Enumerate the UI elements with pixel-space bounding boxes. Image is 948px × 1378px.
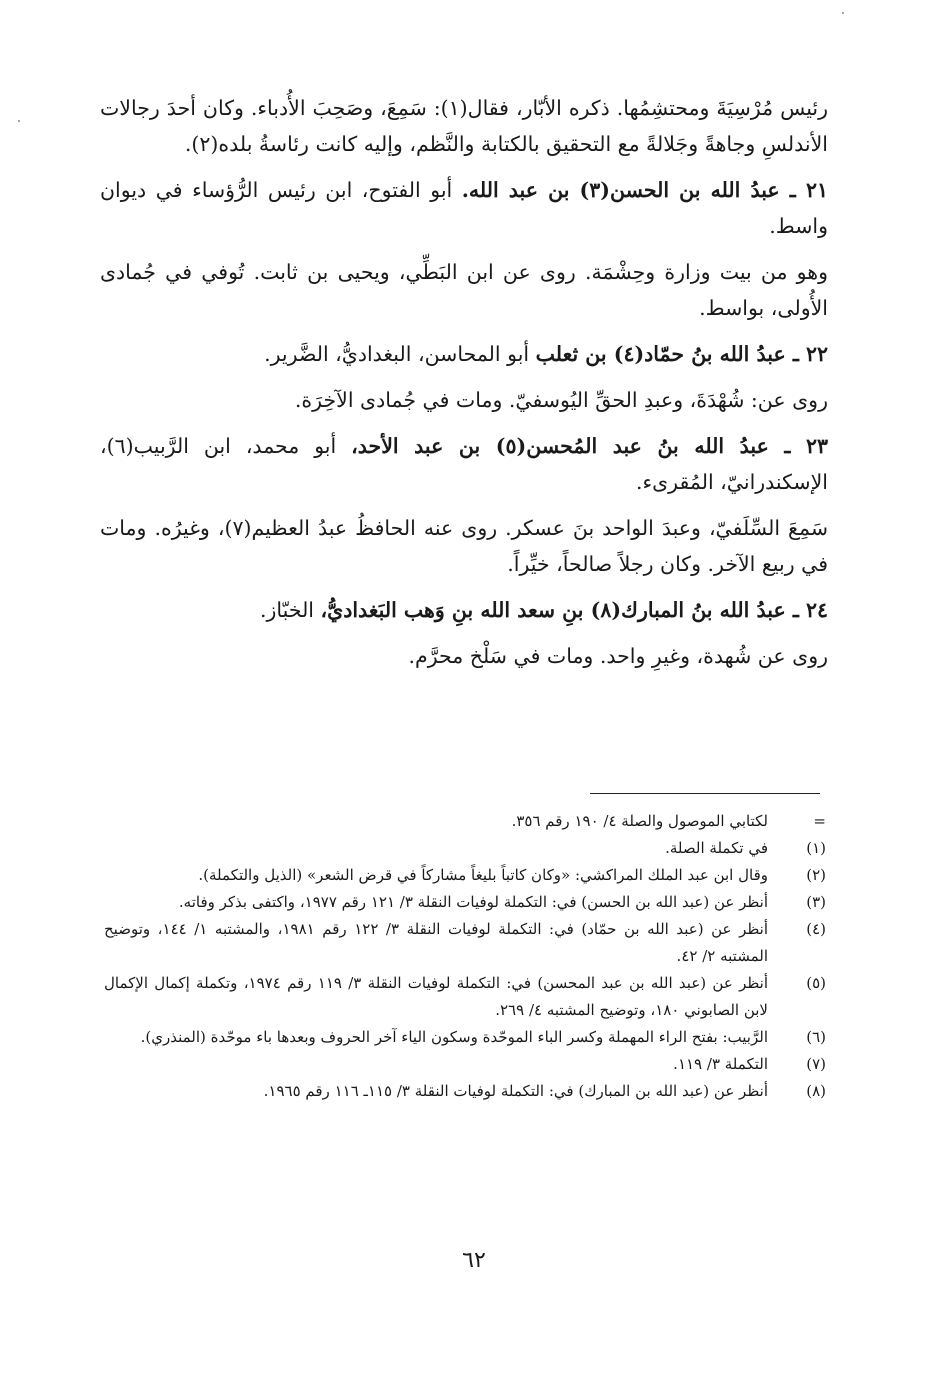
- footnote-number: (٤): [806, 920, 826, 938]
- footnote-text: أنظر عن (عبد الله بن حمّاد) في: التكملة لوفيات النقلة ٣/ ١٢٢ رقم ١٩٨١، والمشتبه ١/ ١٤٤، وتوضيح المشتبه ٢/ ٤٢.: [104, 920, 768, 965]
- footnote-number: (١): [806, 839, 826, 857]
- main-text: [100, 90, 828, 684]
- footnote: [104, 862, 826, 889]
- footnote-text: الرَّبيب: بفتح الراء المهملة وكسر الباء الموحّدة وسكون الياء آخر الحروف وبعدها باء موحّدة (المنذري).: [140, 1028, 768, 1046]
- paragraph-text: سَمِعَ السِّلَفيّ، وعبدَ الواحد بنَ عسكر. روى عنه الحافظُ عبدُ العظيم(٧)، وغيرُه. ومات في ربيع الآخر. وكان رجلاً صالحاً، خيِّراً.: [100, 516, 828, 576]
- page-number: ٦٢: [462, 1248, 486, 1273]
- paragraph: [100, 510, 828, 582]
- paragraph: [100, 382, 828, 418]
- footnote-text: وقال ابن عبد الملك المراكشي: «وكان كاتباً بليغاً مشاركاً في قرض الشعر» (الذيل والتكملة).: [198, 866, 768, 884]
- footnotes: [104, 808, 826, 1105]
- footnote-number: (٦): [806, 1028, 826, 1046]
- footnote-number: (٨): [806, 1082, 826, 1100]
- footnote-number: =: [813, 812, 826, 830]
- entry-text: الخبّاز.: [259, 598, 321, 622]
- footnote-number: (٢): [806, 866, 826, 884]
- footnote: [104, 808, 826, 835]
- footnote-text: أنظر عن (عبد الله بن عبد المحسن) في: التكملة لوفيات النقلة ٣/ ١١٩ رقم ١٩٧٤، وتكملة إكمال الإكمال لابن الصابوني ١٨٠، وتوضيح المشتبه ٤/ ٢٦٩.: [104, 974, 768, 1019]
- footnote: [104, 889, 826, 916]
- footnote-text: أنظر عن (عبد الله بن الحسن) في: التكملة لوفيات النقلة ٣/ ١٢١ رقم ١٩٧٧، واكتفى بذكر وفاته.: [178, 893, 768, 911]
- entry-22: [100, 336, 828, 372]
- entry-text: أبو الفتوح، ابن رئيس الرُّؤساء في ديوان واسط.: [100, 178, 828, 238]
- entry-heading: ٢٣ ـ عبدُ الله بنُ عبد المُحسن(٥) بن عبد الأحد،: [351, 434, 828, 458]
- footnote: [104, 835, 826, 862]
- entry-heading: ٢١ ـ عبدُ الله بن الحسن(٣) بن عبد الله.: [461, 178, 828, 202]
- entry-23: [100, 428, 828, 500]
- footnote-number: (٥): [806, 974, 826, 992]
- entry-text: أبو محمد، ابن الرَّبيب(٦)، الإسكندرانيّ، المُقرىء.: [100, 434, 828, 494]
- footnote: [104, 916, 826, 970]
- footnote-number: (٣): [806, 893, 826, 911]
- paragraph-text: روى عن شُهدة، وغيرِ واحد. ومات في سَلْخ محرَّم.: [408, 644, 828, 668]
- paragraph-continuation: [100, 90, 828, 162]
- footnote: [104, 970, 826, 1024]
- entry-heading: ٢٤ ـ عبدُ الله بنُ المبارك(٨) بنِ سعد الله بنِ وَهب البَغداديُّ،: [320, 598, 828, 622]
- paragraph-text: وهو من بيت وزارة وحِشْمَة. روى عن ابن البَطِّي، ويحيى بن ثابت. تُوفي في جُمادى الأُولى، بواسط.: [100, 260, 828, 320]
- entry-21: [100, 172, 828, 244]
- paragraph-text: روى عن: شُهْدَةَ، وعبدِ الحقِّ اليُوسفيّ. ومات في جُمادى الآخِرَة.: [294, 388, 828, 412]
- scan-speck: [842, 12, 844, 14]
- footnote-text: أنظر عن (عبد الله بن المبارك) في: التكملة لوفيات النقلة ٣/ ١١٥ـ ١١٦ رقم ١٩٦٥.: [263, 1082, 768, 1100]
- paragraph: [100, 254, 828, 326]
- footnote: [104, 1051, 826, 1078]
- footnote: [104, 1078, 826, 1105]
- footnote-number: (٧): [806, 1055, 826, 1073]
- entry-heading: ٢٢ ـ عبدُ الله بنُ حمّاد(٤) بن ثعلب: [535, 342, 828, 366]
- paragraph: [100, 638, 828, 674]
- footnote-text: لكتابي الموصول والصلة ٤/ ١٩٠ رقم ٣٥٦.: [511, 812, 768, 830]
- footnote-text: في تكملة الصلة.: [665, 839, 768, 857]
- entry-text: أبو المحاسن، البغداديُّ، الضَّرير.: [264, 342, 536, 366]
- scan-speck: [18, 120, 20, 122]
- entry-24: [100, 592, 828, 628]
- paragraph-text: رئيس مُرْسِيَةَ ومحتشِمُها. ذكره الأبّار، فقال(١): سَمِعَ، وصَحِبَ الأُدباء. وكان أحدَ رجالات الأندلسِ وجاهةً وجَلالةً مع التحقيق بالكتابة والنَّظم، وإليه كانت رئاسةُ بلده(٢).: [100, 96, 828, 156]
- footnote: [104, 1024, 826, 1051]
- footnote-separator: [590, 793, 820, 794]
- footnote-text: التكملة ٣/ ١١٩.: [673, 1055, 768, 1073]
